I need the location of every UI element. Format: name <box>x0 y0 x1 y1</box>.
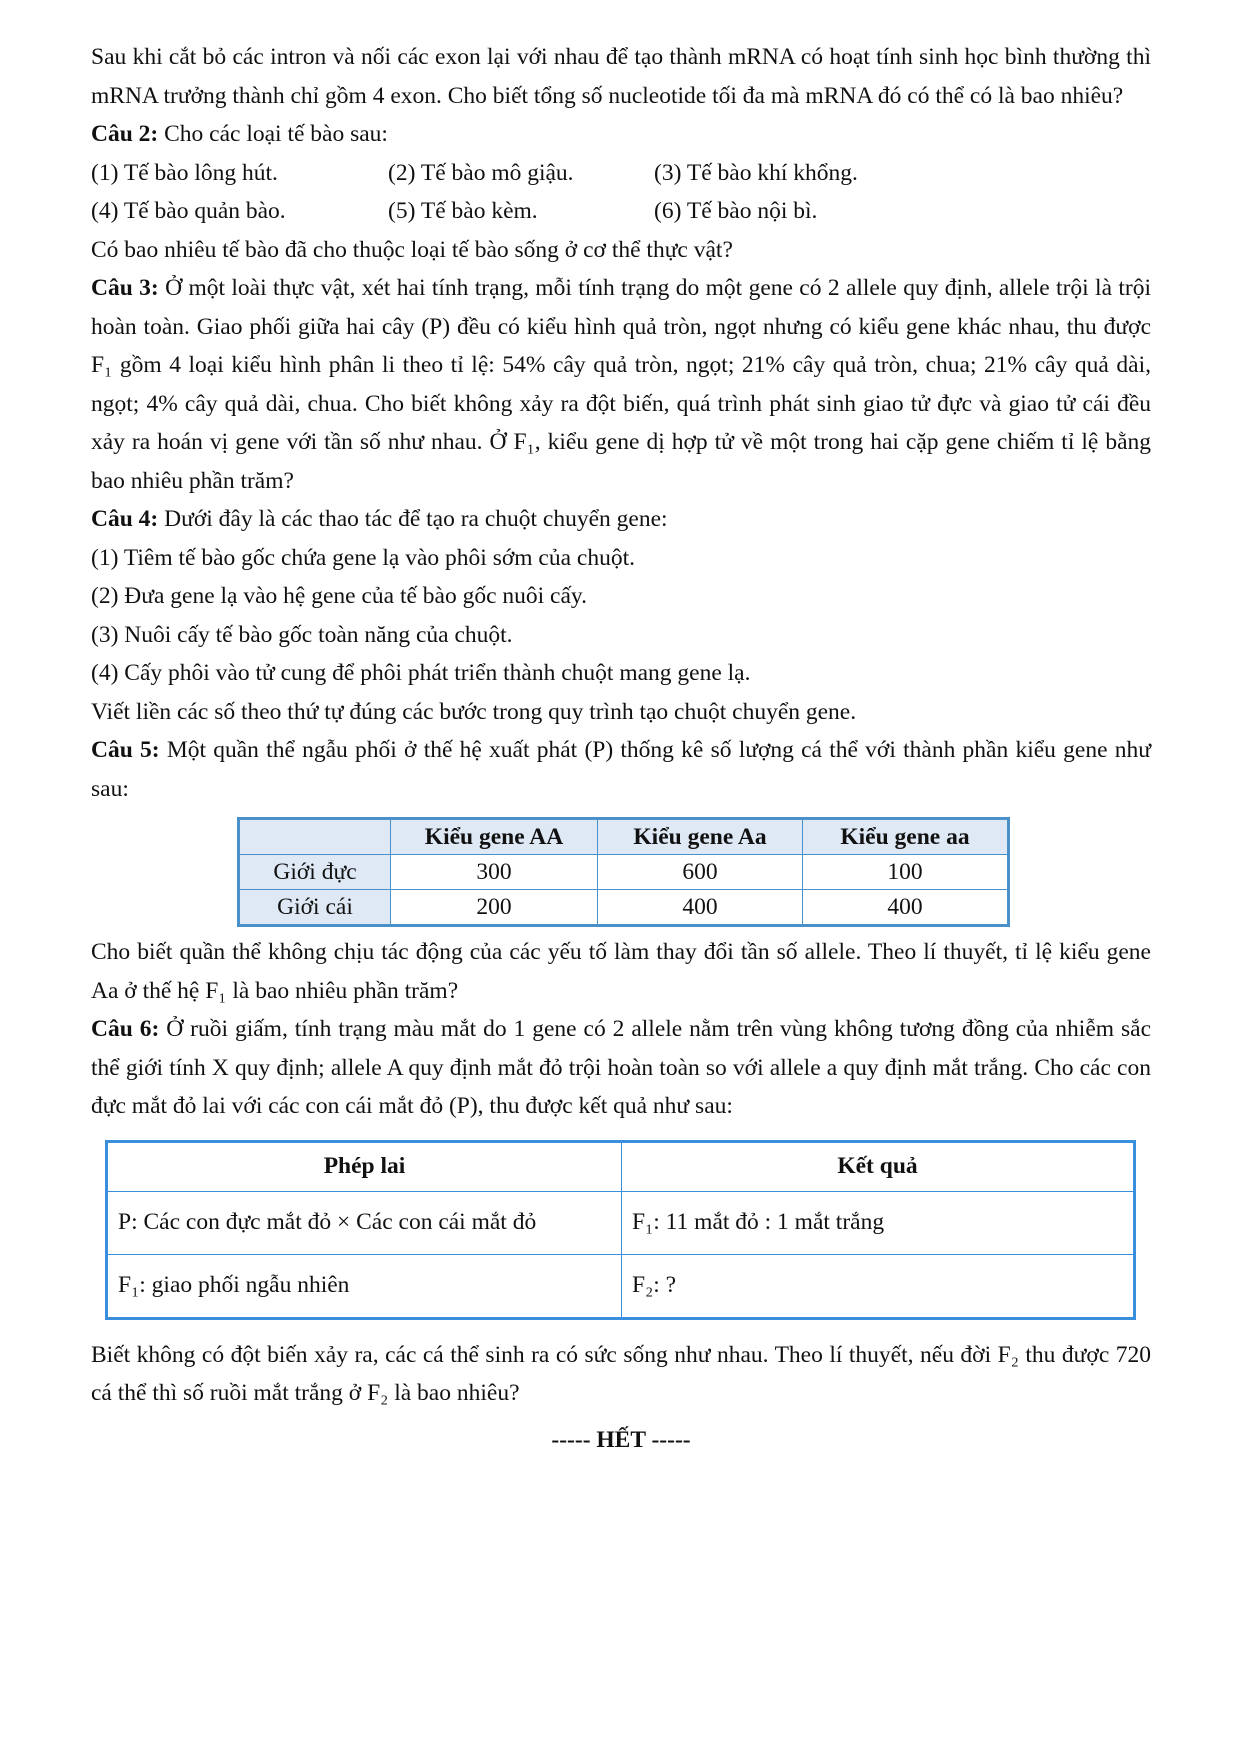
option-1: (1) Tế bào lông hút. <box>91 159 278 186</box>
option-2: (2) Tế bào mô giậu. <box>388 159 574 186</box>
header-cell-Aa: Kiểu gene Aa <box>598 819 803 855</box>
header-cell-aa: Kiểu gene aa <box>803 819 1009 855</box>
option-6: (6) Tế bào nội bì. <box>654 198 818 224</box>
question-2-text: Cho các loại tế bào sau: <box>164 121 388 147</box>
question-2-question: Có bao nhiêu tế bào đã cho thuộc loại tế bào sống ở cơ thể thực vật? <box>91 236 733 263</box>
question-6-question: Biết không có đột biến xảy ra, các cá thể sinh ra có sức sống như nhau. Theo lí thuyết, nếu đời F₂ thu được 720 cá thể thì số ruồi mắt trắng ở F₂ là bao nhiêu? <box>91 1341 1151 1406</box>
document-page <box>91 38 1151 1459</box>
question-5-label: Câu 5: <box>91 737 160 763</box>
table-row <box>239 890 1009 926</box>
table-cell: 400 <box>803 890 1009 926</box>
question-2-options-row-1 <box>91 154 1151 193</box>
question-4-step-4: (4) Cấy phôi vào tử cung để phôi phát triển thành chuột mang gene lạ. <box>91 660 751 686</box>
question-3-label: Câu 3: <box>91 275 159 301</box>
question-5-question: Cho biết quần thể không chịu tác động của các yếu tố làm thay đổi tần số allele. Theo lí thuyết, tỉ lệ kiểu gene Aa ở thế hệ F₁ là bao nhiêu phần trăm? <box>91 939 1151 1004</box>
table-cell: 300 <box>391 855 598 890</box>
table-row <box>107 1191 1135 1254</box>
question-6-label: Câu 6: <box>91 1016 160 1042</box>
end-marker: ----- HẾT ----- <box>551 1426 691 1453</box>
question-3-text: Ở một loài thực vật, xét hai tính trạng, mỗi tính trạng do một gene có 2 allele quy định, allele trội là trội hoàn toàn. Giao phối giữa hai cây (P) đều có kiểu hình quả tròn, ngọt nhưng có kiểu gene khác nhau, thu được F₁ gồm 4 loại kiểu hình phân li theo tỉ lệ: 54% cây quả tròn, ngọt; 21% cây quả tròn, chua; 21% cây quả dài, ngọt; 4% cây quả dài, chua. Cho biết không xảy ra đột biến, quá trình phát sinh giao tử đực và giao tử cái đều xảy ra hoán vị gene với tần số như nhau. Ở F₁, kiểu gene dị hợp tử về một trong hai cặp gene chiếm tỉ lệ bằng bao nhiêu phần trăm? <box>91 275 1152 494</box>
question-4-label: Câu 4: <box>91 506 159 532</box>
header-cell-result: Kết quả <box>622 1141 1135 1191</box>
table-cell: 200 <box>391 890 598 926</box>
row-label-female: Giới cái <box>239 890 391 926</box>
genotype-table <box>237 817 1010 927</box>
header-cell-AA: Kiểu gene AA <box>391 819 598 855</box>
question-6-intro <box>91 1010 1151 1126</box>
question-4-step-3: (3) Nuôi cấy tế bào gốc toàn năng của chuột. <box>91 621 513 648</box>
table-cell: F₂: ? <box>622 1254 1135 1318</box>
header-cell-empty <box>239 819 391 855</box>
row-label-male: Giới đực <box>239 855 391 890</box>
option-4: (4) Tế bào quản bào. <box>91 198 286 224</box>
question-6-text: Ở ruồi giấm, tính trạng màu mắt do 1 gene có 2 allele nằm trên vùng không tương đồng của nhiễm sắc thể giới tính X quy định; allele A quy định mắt đỏ trội hoàn toàn so với allele a quy định mắt trắng. Cho các con đực mắt đỏ lai với các con cái mắt đỏ (P), thu được kết quả như sau: <box>91 1016 1151 1119</box>
question-4-question: Viết liền các số theo thứ tự đúng các bước trong quy trình tạo chuột chuyển gene. <box>91 698 857 725</box>
table-cell: P: Các con đực mắt đỏ × Các con cái mắt đỏ <box>107 1191 622 1254</box>
question-4-step-1: (1) Tiêm tế bào gốc chứa gene lạ vào phôi sớm của chuột. <box>91 544 635 571</box>
table-cell: F₁: 11 mắt đỏ : 1 mắt trắng <box>622 1191 1135 1254</box>
table-row <box>239 855 1009 890</box>
question-2-options-row-2 <box>91 192 1151 231</box>
table-cell: 100 <box>803 855 1009 890</box>
intro-paragraph: Sau khi cắt bỏ các intron và nối các exon lại với nhau để tạo thành mRNA có hoạt tính sinh học bình thường thì mRNA trưởng thành chỉ gồm 4 exon. Cho biết tổng số nucleotide tối đa mà mRNA đó có thể có là bao nhiêu? <box>91 44 1151 109</box>
table-cell: 600 <box>598 855 803 890</box>
question-2-intro <box>91 115 1151 154</box>
option-3: (3) Tế bào khí khổng. <box>654 159 858 186</box>
header-cell-cross: Phép lai <box>107 1141 622 1191</box>
question-4-text: Dưới đây là các thao tác để tạo ra chuột chuyển gene: <box>164 506 668 532</box>
question-3 <box>91 269 1151 500</box>
question-4-intro <box>91 500 1151 539</box>
question-5-text: Một quần thể ngẫu phối ở thế hệ xuất phát (P) thống kê số lượng cá thể với thành phần kiểu gene như sau: <box>91 737 1151 802</box>
genotype-table-header <box>239 819 1009 855</box>
table-cell: 400 <box>598 890 803 926</box>
table-row <box>107 1254 1135 1318</box>
cross-table <box>105 1140 1136 1320</box>
option-5: (5) Tế bào kèm. <box>388 198 538 224</box>
cross-table-header <box>107 1141 1135 1191</box>
table-cell: F₁: giao phối ngẫu nhiên <box>107 1254 622 1318</box>
question-2-label: Câu 2: <box>91 121 159 147</box>
question-4-step-2: (2) Đưa gene lạ vào hệ gene của tế bào gốc nuôi cấy. <box>91 583 588 609</box>
question-5-intro <box>91 731 1151 808</box>
